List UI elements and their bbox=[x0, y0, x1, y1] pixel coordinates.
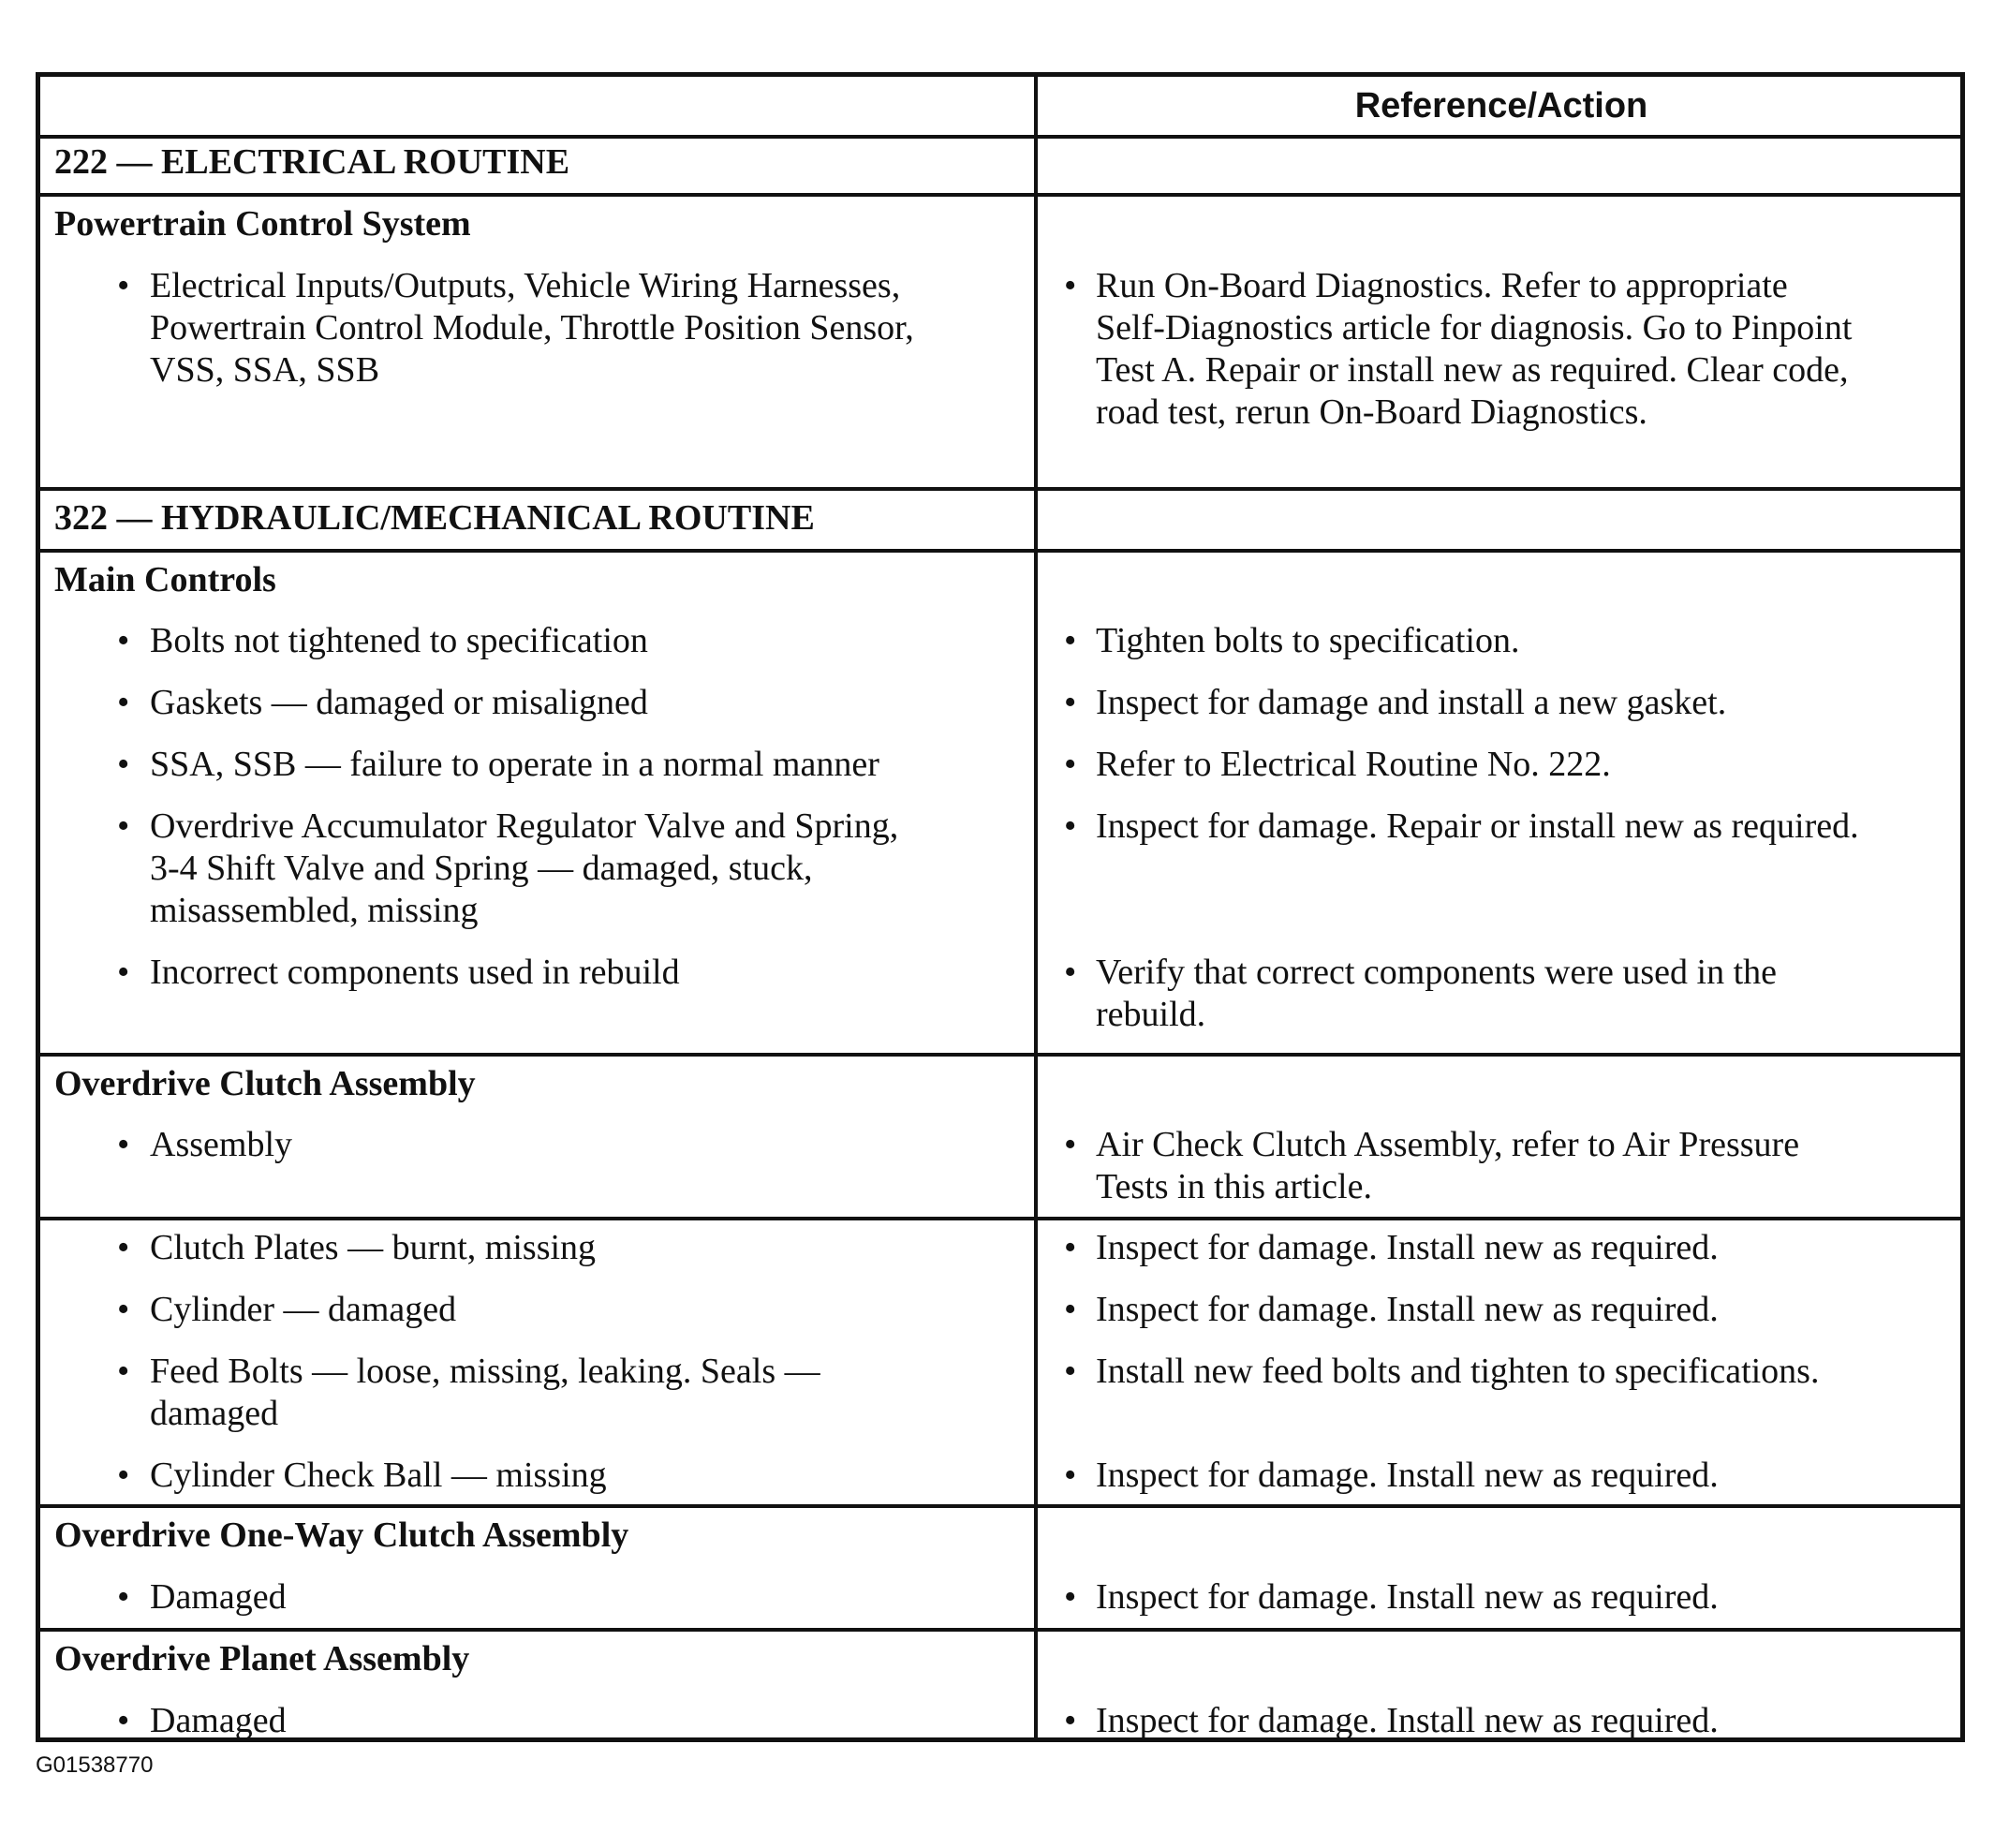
action-text-line: Tighten bolts to specification. bbox=[1096, 621, 1520, 660]
condition-text-line: Cylinder Check Ball — missing bbox=[150, 1456, 607, 1495]
bullet: • bbox=[1064, 1456, 1077, 1495]
bullet: • bbox=[117, 1125, 130, 1164]
bullet: • bbox=[117, 1290, 130, 1329]
group-heading-main-controls: Main Controls bbox=[54, 560, 276, 599]
condition-text-line: Feed Bolts — loose, missing, leaking. Seals — bbox=[150, 1352, 820, 1391]
action-text-line: Install new feed bolts and tighten to specifications. bbox=[1096, 1352, 1820, 1391]
bullet: • bbox=[117, 683, 130, 722]
bullet: • bbox=[1064, 1577, 1077, 1617]
action-text-line: Inspect for damage. Install new as required. bbox=[1096, 1228, 1719, 1267]
group-heading-overdrive-planet-assembly: Overdrive Planet Assembly bbox=[54, 1639, 470, 1678]
action-text-line: Run On-Board Diagnostics. Refer to appropriate bbox=[1096, 266, 1788, 305]
condition-text-line: Powertrain Control Module, Throttle Position Sensor, bbox=[150, 308, 914, 347]
condition-text-line: Damaged bbox=[150, 1577, 287, 1617]
action-text-line: Inspect for damage. Install new as required. bbox=[1096, 1701, 1719, 1740]
row-divider bbox=[40, 135, 1960, 139]
bullet: • bbox=[117, 1577, 130, 1617]
action-text-line: Air Check Clutch Assembly, refer to Air Pressure bbox=[1096, 1125, 1800, 1164]
bullet: • bbox=[117, 953, 130, 992]
bullet: • bbox=[117, 1701, 130, 1740]
row-divider bbox=[40, 487, 1960, 491]
action-text-line: road test, rerun On-Board Diagnostics. bbox=[1096, 392, 1647, 432]
condition-text-line: Damaged bbox=[150, 1701, 287, 1740]
condition-text-line: SSA, SSB — failure to operate in a normal manner bbox=[150, 745, 879, 784]
row-divider bbox=[40, 1217, 1960, 1220]
bullet: • bbox=[117, 745, 130, 784]
column-header-reference-action: Reference/Action bbox=[1354, 86, 1648, 126]
action-text-line: Tests in this article. bbox=[1096, 1167, 1372, 1206]
bullet: • bbox=[1064, 1290, 1077, 1329]
bullet: • bbox=[117, 1456, 130, 1495]
condition-text-line: Clutch Plates — burnt, missing bbox=[150, 1228, 597, 1267]
action-text-line: Inspect for damage. Repair or install new as required. bbox=[1096, 806, 1859, 846]
bullet: • bbox=[1064, 806, 1077, 846]
condition-text-line: 3-4 Shift Valve and Spring — damaged, stuck, bbox=[150, 849, 813, 888]
row-divider bbox=[40, 193, 1960, 197]
condition-text-line: Gaskets — damaged or misaligned bbox=[150, 683, 648, 722]
row-divider bbox=[40, 549, 1960, 553]
bullet: • bbox=[1064, 266, 1077, 305]
condition-text-line: Incorrect components used in rebuild bbox=[150, 953, 680, 992]
action-text-line: Inspect for damage. Install new as required. bbox=[1096, 1577, 1719, 1617]
action-text-line: Refer to Electrical Routine No. 222. bbox=[1096, 745, 1611, 784]
group-heading-overdrive-one-way-clutch-assembly: Overdrive One-Way Clutch Assembly bbox=[54, 1515, 629, 1555]
bullet: • bbox=[1064, 1701, 1077, 1740]
condition-text-line: damaged bbox=[150, 1394, 279, 1433]
action-text-line: Verify that correct components were used in the bbox=[1096, 953, 1778, 992]
group-heading-overdrive-clutch-assembly: Overdrive Clutch Assembly bbox=[54, 1064, 476, 1103]
condition-text-line: Overdrive Accumulator Regulator Valve and Spring, bbox=[150, 806, 899, 846]
condition-text-line: Bolts not tightened to specification bbox=[150, 621, 648, 660]
action-text-line: Test A. Repair or install new as required. Clear code, bbox=[1096, 350, 1849, 390]
group-heading-powertrain-control-system: Powertrain Control System bbox=[54, 204, 471, 244]
diagnosis-table bbox=[36, 72, 1965, 1742]
bullet: • bbox=[117, 1352, 130, 1391]
bullet: • bbox=[1064, 1352, 1077, 1391]
bullet: • bbox=[117, 1228, 130, 1267]
section-heading-electrical-routine: 222 — ELECTRICAL ROUTINE bbox=[54, 142, 570, 182]
row-divider bbox=[40, 1053, 1960, 1057]
action-text-line: Inspect for damage. Install new as required. bbox=[1096, 1456, 1719, 1495]
row-divider bbox=[40, 1628, 1960, 1632]
bullet: • bbox=[1064, 745, 1077, 784]
action-text-line: Inspect for damage and install a new gasket. bbox=[1096, 683, 1727, 722]
condition-text-line: misassembled, missing bbox=[150, 891, 479, 930]
condition-text-line: Assembly bbox=[150, 1125, 292, 1164]
bullet: • bbox=[117, 806, 130, 846]
condition-text-line: Cylinder — damaged bbox=[150, 1290, 457, 1329]
bullet: • bbox=[1064, 953, 1077, 992]
action-text-line: rebuild. bbox=[1096, 995, 1206, 1034]
section-heading-hydraulic-mechanical-routine: 322 — HYDRAULIC/MECHANICAL ROUTINE bbox=[54, 498, 815, 538]
condition-text-line: Electrical Inputs/Outputs, Vehicle Wiring Harnesses, bbox=[150, 266, 901, 305]
row-divider bbox=[40, 1504, 1960, 1508]
action-text-line: Inspect for damage. Install new as required. bbox=[1096, 1290, 1719, 1329]
figure-id-label: G01538770 bbox=[36, 1752, 154, 1778]
action-text-line: Self-Diagnostics article for diagnosis. Go to Pinpoint bbox=[1096, 308, 1853, 347]
column-divider bbox=[1034, 77, 1038, 1737]
condition-text-line: VSS, SSA, SSB bbox=[150, 350, 380, 390]
bullet: • bbox=[1064, 683, 1077, 722]
bullet: • bbox=[1064, 1125, 1077, 1164]
bullet: • bbox=[1064, 621, 1077, 660]
bullet: • bbox=[117, 621, 130, 660]
bullet: • bbox=[1064, 1228, 1077, 1267]
bullet: • bbox=[117, 266, 130, 305]
